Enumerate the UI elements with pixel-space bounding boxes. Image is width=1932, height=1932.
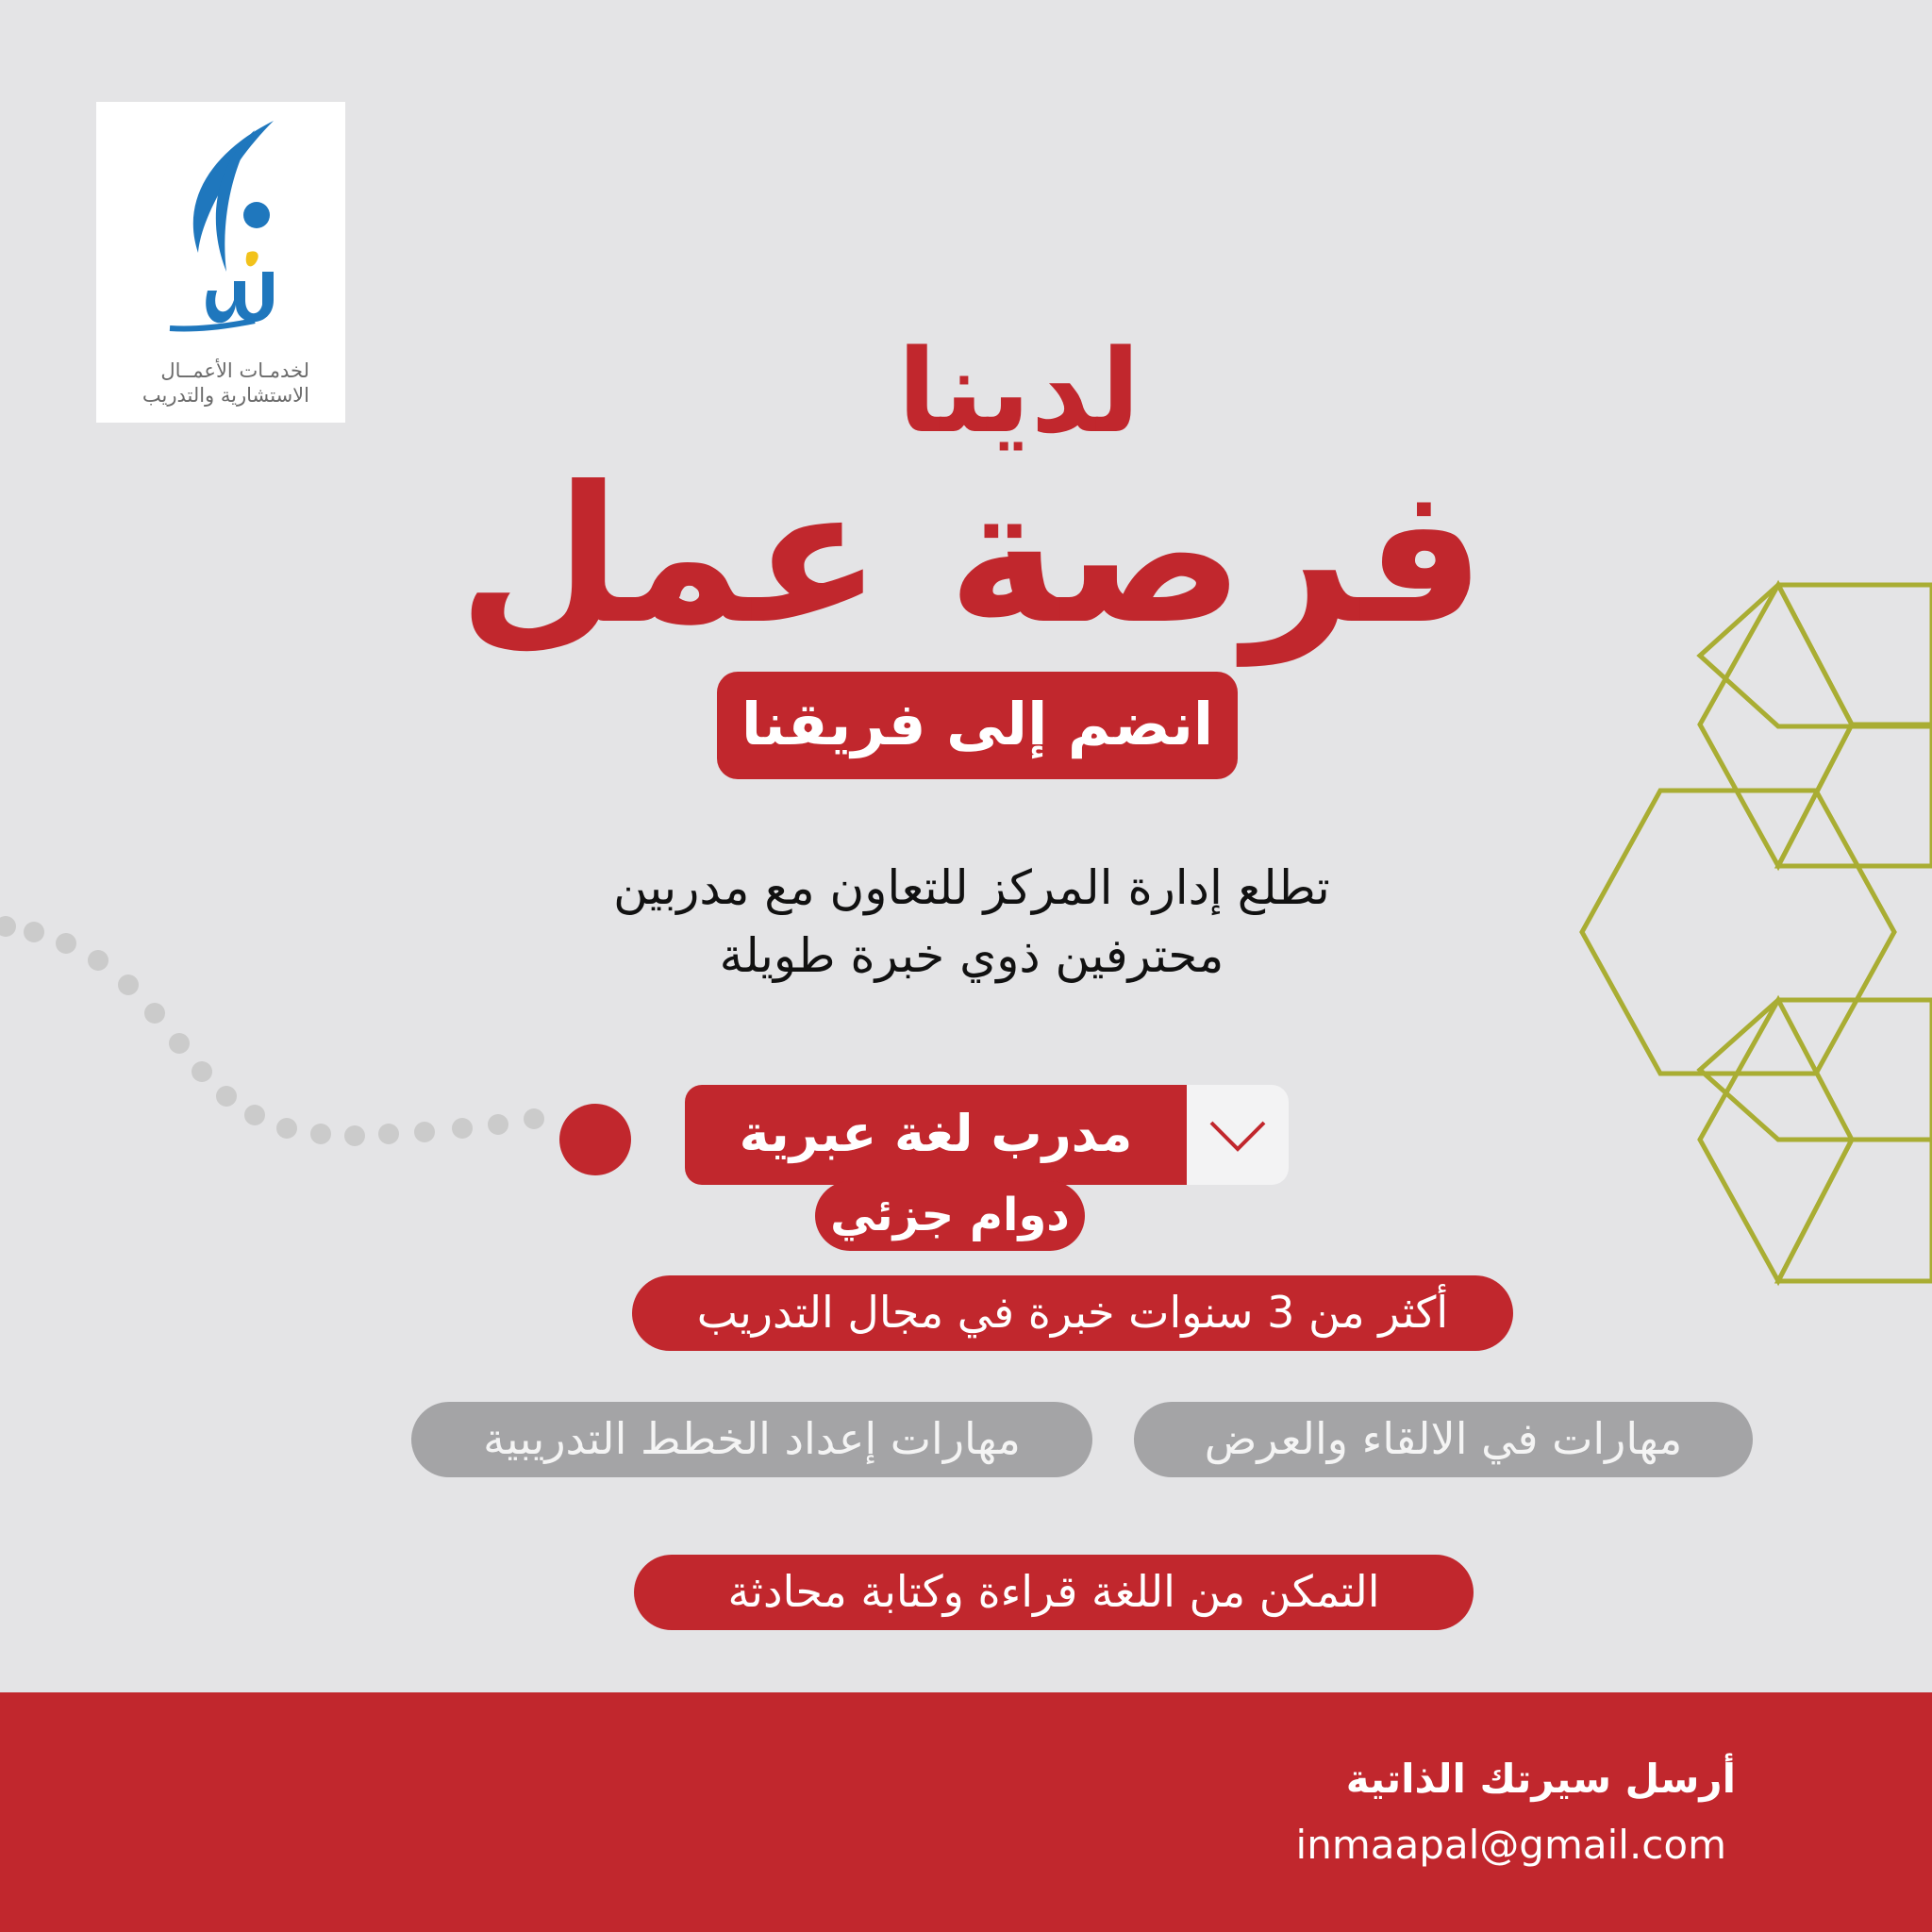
contact-email-link[interactable]: inmaapal@gmail.com bbox=[1295, 1822, 1726, 1868]
headline-small: لدينا bbox=[897, 325, 1141, 458]
send-cv-label: أرسل سيرتك الذاتية bbox=[1345, 1756, 1736, 1802]
description-line2: محترفين ذوي خبرة طويلة bbox=[719, 928, 1224, 983]
dotted-path-decoration bbox=[0, 906, 604, 1189]
job-title-label: مدرب لغة عبرية bbox=[685, 1085, 1187, 1185]
description-line1: تطلع إدارة المركز للتعاون مع مدربين bbox=[613, 860, 1330, 915]
job-type-badge: دوام جزئي bbox=[815, 1181, 1085, 1251]
footer-bar bbox=[0, 1692, 1932, 1932]
join-team-button[interactable]: انضم إلى فريقنا bbox=[717, 672, 1238, 779]
chevron-down-icon bbox=[1208, 1113, 1268, 1158]
logo-icon bbox=[142, 111, 292, 347]
logo-tagline-line1: لخدمـات الأعمــال bbox=[160, 359, 309, 382]
requirement-language: التمكن من اللغة قراءة وكتابة محادثة bbox=[634, 1555, 1474, 1630]
red-dot-decoration bbox=[559, 1104, 631, 1175]
requirement-planning: مهارات إعداد الخطط التدريبية bbox=[411, 1402, 1092, 1477]
requirement-experience: أكثر من 3 سنوات خبرة في مجال التدريب bbox=[632, 1275, 1513, 1351]
hexagon-pattern-decoration bbox=[1547, 566, 1932, 1302]
requirement-presentation: مهارات في الالقاء والعرض bbox=[1134, 1402, 1753, 1477]
logo-tagline-line2: الاستشارية والتدريب bbox=[142, 384, 309, 407]
headline-big: فرصة عمل bbox=[458, 446, 1486, 666]
